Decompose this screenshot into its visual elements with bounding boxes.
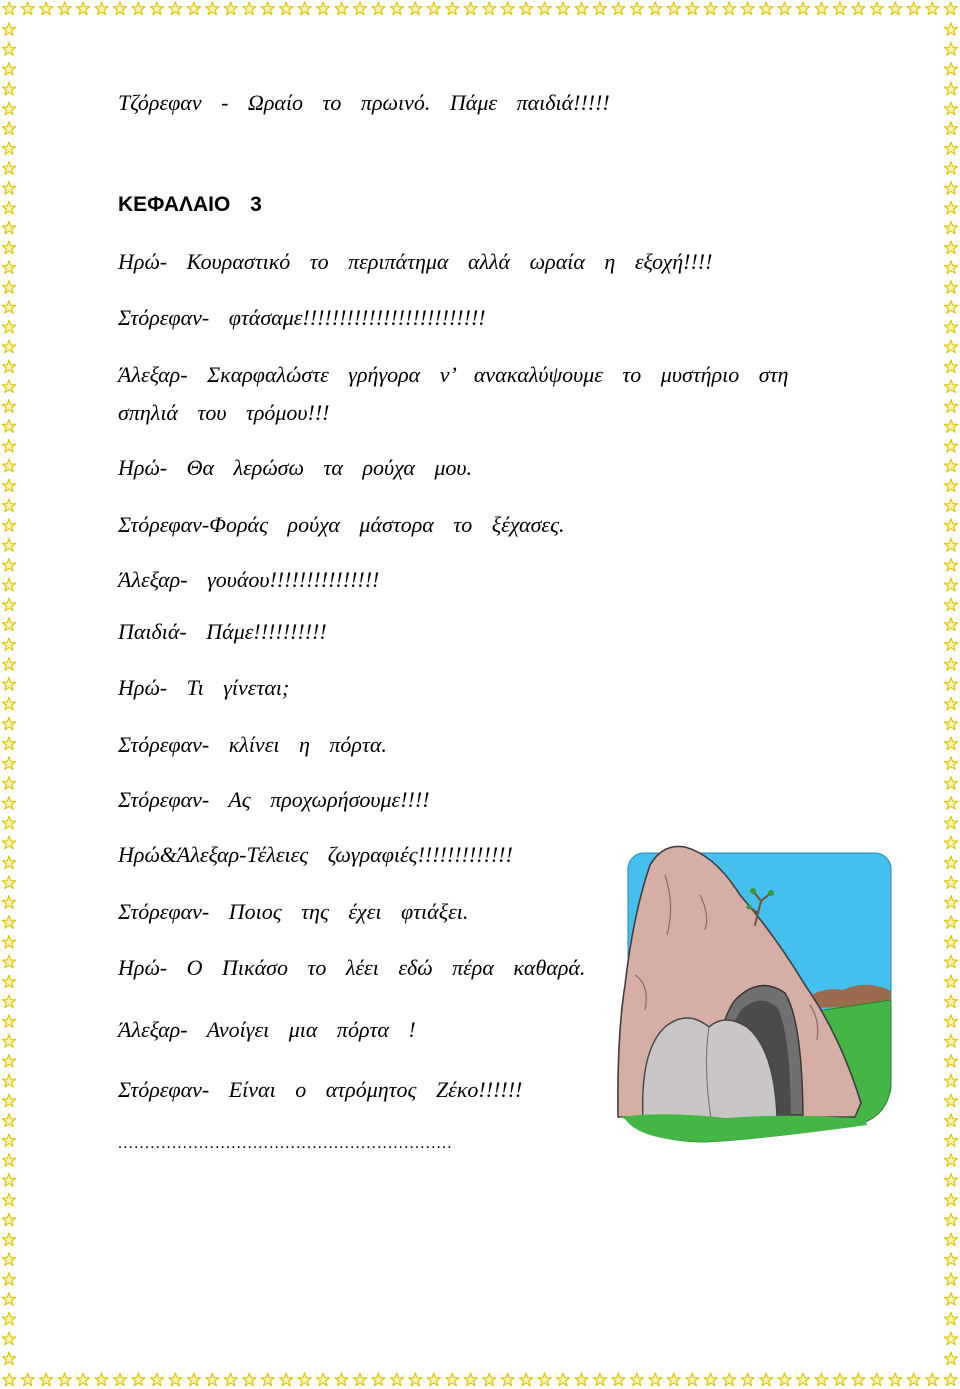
dialogue-line: Ηρώ- Ο Πικάσο το λέει εδώ πέρα καθαρά. (118, 955, 586, 980)
cave-illustration (605, 835, 900, 1155)
star-border-top (0, 0, 960, 18)
dialogue-line: Στόρεφαν- φτάσαμε!!!!!!!!!!!!!!!!!!!!!!!!! (118, 305, 486, 330)
star-border-bottom (0, 1371, 960, 1389)
dialogue-line: Στόρεφαν-Φοράς ρούχα μάστορα το ξέχασες. (118, 512, 565, 537)
intro-line: Τζόρεφαν - Ωραίο το πρωινό. Πάμε παιδιά!!!!! (118, 90, 610, 115)
dialogue-line: Ηρώ- Κουραστικό το περιπάτημα αλλά ωραία η εξοχή!!!! (118, 249, 713, 274)
star-border-left (0, 18, 18, 1371)
dialogue-line: Ηρώ- Θα λερώσω τα ρούχα μου. (118, 455, 473, 480)
dialogue-line: Ηρώ- Τι γίνεται; (118, 675, 290, 700)
dialogue-line: Στόρεφαν- Ας προχωρήσουμε!!!! (118, 787, 430, 812)
dialogue-line: Άλεξαρ- Ανοίγει μια πόρτα ! (118, 1017, 416, 1042)
dialogue-line: Άλεξαρ- Σκαρφαλώστε γρήγορα ν’ ανακαλύψουμε το μυστήριο στη (118, 362, 789, 387)
dialogue-line: Στόρεφαν- κλίνει η πόρτα. (118, 732, 387, 757)
dialogue-line: Ηρώ&Άλεξαρ-Τέλειες ζωγραφιές!!!!!!!!!!!!! (118, 842, 513, 867)
dialogue-line: σπηλιά του τρόμου!!! (118, 400, 330, 425)
dialogue-line: Άλεξαρ- γουάου!!!!!!!!!!!!!!! (118, 567, 380, 592)
ellipsis-line: .............................................................. (118, 1135, 453, 1152)
dialogue-line: Στόρεφαν- Ποιος της έχει φτιάξει. (118, 899, 469, 924)
dialogue-line: Στόρεφαν- Είναι ο ατρόμητος Ζέκο!!!!!! (118, 1077, 523, 1102)
grass-front (620, 1114, 867, 1142)
dialogue-line: Παιδιά- Πάμε!!!!!!!!!! (118, 619, 327, 644)
star-border-right (942, 18, 960, 1371)
chapter-heading: ΚΕΦΑΛΑΙΟ 3 (118, 193, 262, 216)
